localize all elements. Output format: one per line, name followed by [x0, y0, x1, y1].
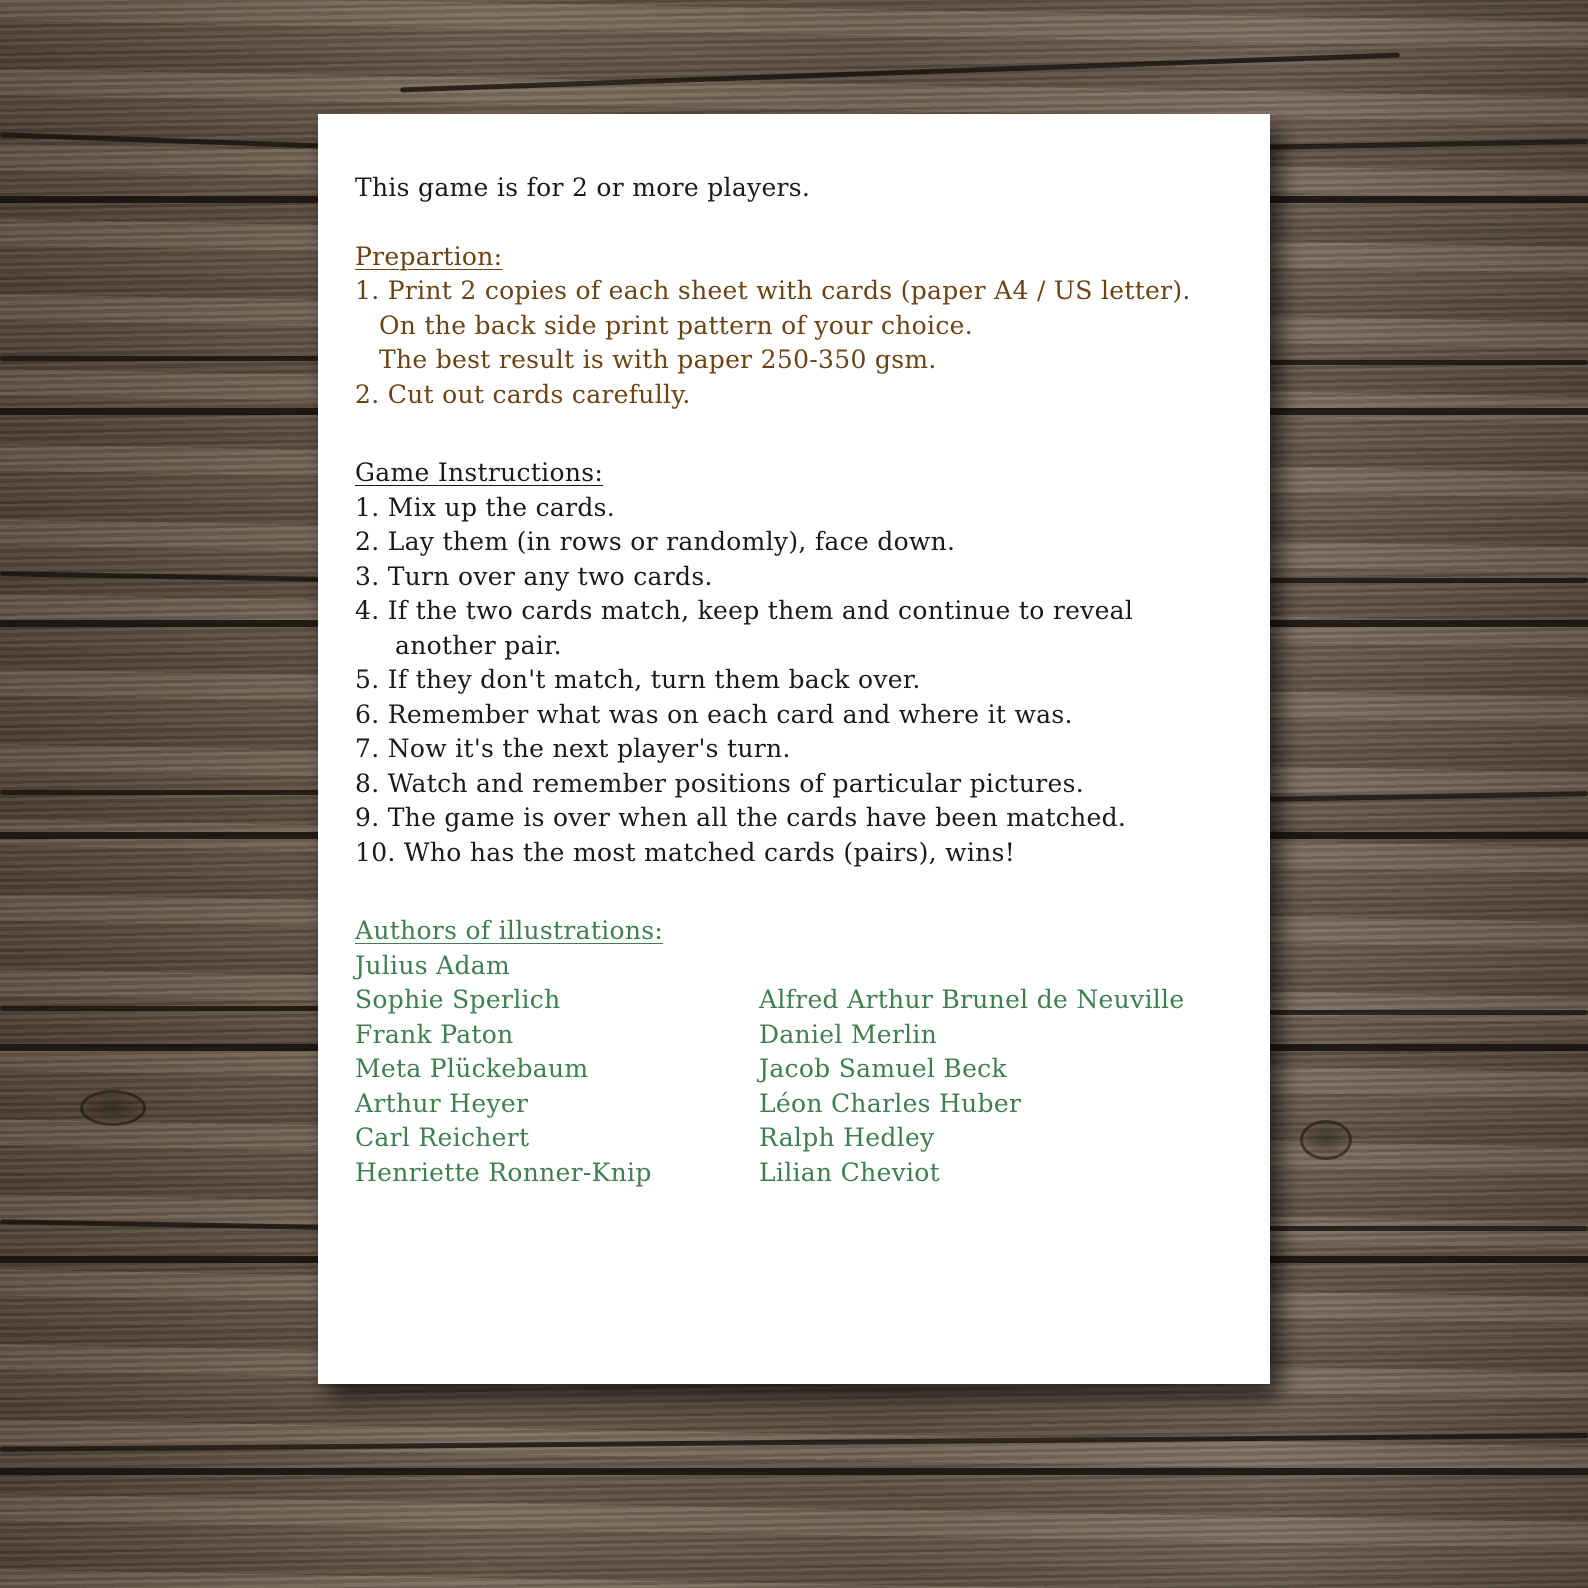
- preparation-step: 2. Cut out cards carefully.: [355, 379, 691, 409]
- instruction-step: 10. Who has the most matched cards (pairs), wins!: [355, 837, 1016, 867]
- author-name: Lilian Cheviot: [759, 1157, 940, 1187]
- instruction-step: 5. If they don't match, turn them back over.: [355, 665, 921, 694]
- preparation-step: On the back side print pattern of your choice.: [379, 310, 973, 340]
- instruction-step: 7. Now it's the next player's turn.: [355, 734, 791, 763]
- intro-text: This game is for 2 or more players.: [355, 173, 811, 202]
- wood-crack: [1262, 1010, 1588, 1015]
- wood-crack: [0, 356, 320, 361]
- instruction-sheet: [318, 114, 1270, 1384]
- authors-heading: Authors of illustrations:: [355, 916, 664, 945]
- wood-crack: [0, 1006, 320, 1011]
- wood-crack: [0, 571, 320, 582]
- preparation-heading: Prepartion:: [355, 241, 503, 271]
- wood-crack: [1262, 1226, 1588, 1231]
- wood-crack: [0, 790, 320, 795]
- preparation-step: 1. Print 2 copies of each sheet with cards (paper A4 / US letter).: [355, 276, 1191, 305]
- wood-crack: [0, 132, 330, 149]
- instruction-step: 4. If the two cards match, keep them and continue to reveal: [355, 596, 1134, 625]
- wood-crack: [400, 53, 1400, 93]
- author-name: Meta Plückebaum: [355, 1054, 589, 1083]
- instruction-step: 1. Mix up the cards.: [355, 492, 616, 522]
- wood-crack: [1262, 791, 1588, 802]
- instruction-step: 2. Lay them (in rows or randomly), face down.: [355, 527, 956, 556]
- author-name: Daniel Merlin: [759, 1019, 938, 1049]
- authors-left-column: [355, 949, 652, 1191]
- author-name: Sophie Sperlich: [355, 985, 561, 1014]
- authors-right-column: [759, 983, 1184, 1190]
- instruction-step: 9. The game is over when all the cards have been matched.: [355, 803, 1127, 832]
- author-name: Alfred Arthur Brunel de Neuville: [759, 985, 1185, 1014]
- wood-crack: [0, 1219, 320, 1230]
- wood-knot: [1300, 1120, 1352, 1160]
- author-name: Henriette Ronner-Knip: [355, 1157, 652, 1187]
- instruction-step: another pair.: [395, 630, 562, 660]
- instruction-step: 6. Remember what was on each card and where it was.: [355, 699, 1073, 729]
- author-name: Ralph Hedley: [759, 1123, 935, 1152]
- preparation-step: The best result is with paper 250-350 gsm.: [379, 345, 937, 374]
- author-name: Jacob Samuel Beck: [759, 1054, 1007, 1083]
- wood-knot: [80, 1090, 146, 1126]
- wood-crack: [1262, 578, 1588, 583]
- wood-crack: [1260, 360, 1588, 365]
- author-name: Frank Paton: [355, 1019, 514, 1049]
- author-name: Carl Reichert: [355, 1123, 530, 1152]
- instruction-step: 3. Turn over any two cards.: [355, 561, 713, 591]
- author-name: Arthur Heyer: [355, 1088, 529, 1118]
- instruction-step: 8. Watch and remember positions of particular pictures.: [355, 768, 1084, 798]
- wood-crack: [0, 1433, 1588, 1452]
- author-name: Julius Adam: [355, 950, 510, 980]
- authors-list: [355, 949, 1235, 1187]
- instructions-heading: Game Instructions:: [355, 458, 604, 487]
- wood-crack: [1250, 139, 1588, 150]
- author-name: Léon Charles Huber: [759, 1088, 1022, 1118]
- sheet-content: [355, 171, 1235, 1187]
